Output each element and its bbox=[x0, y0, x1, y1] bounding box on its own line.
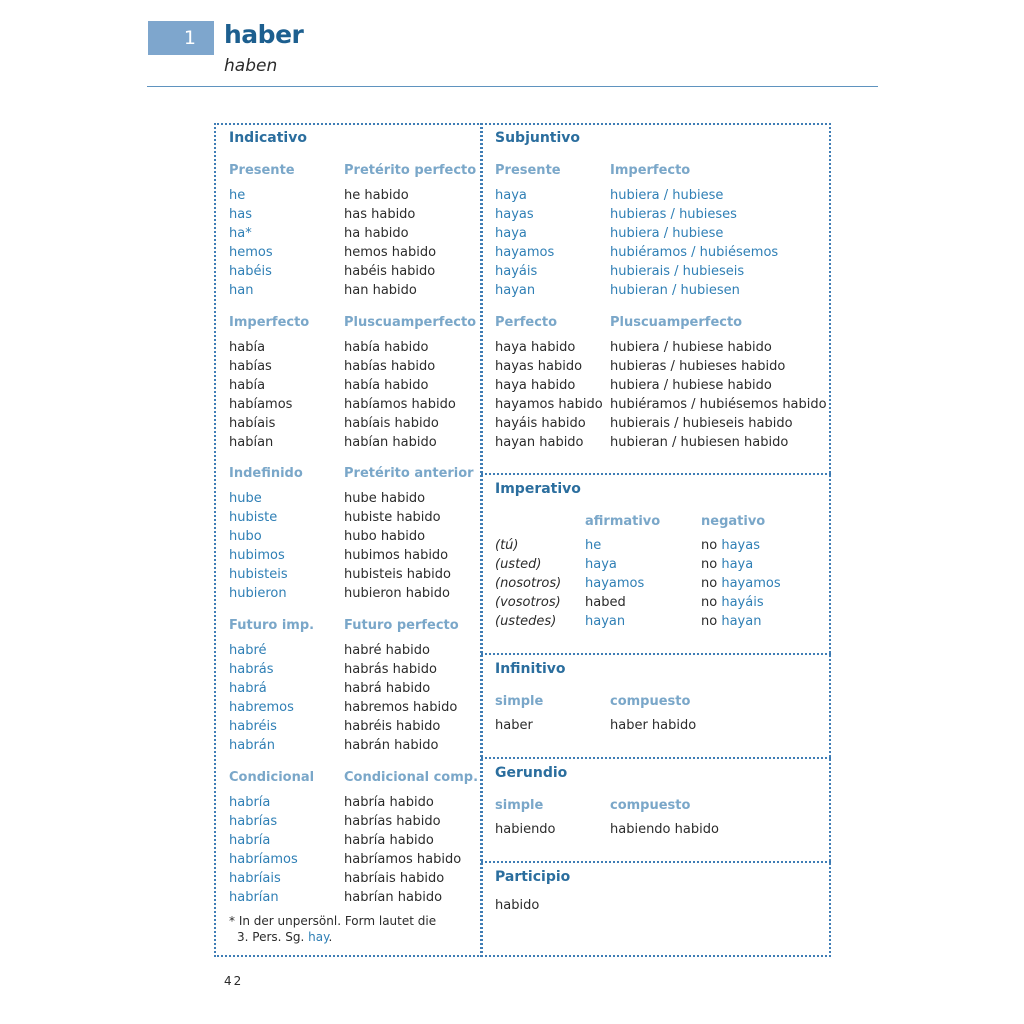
conjugation-form: has bbox=[229, 207, 252, 222]
footnote-line2 bbox=[237, 930, 332, 944]
infinitivo-header-compuesto: compuesto bbox=[610, 694, 691, 709]
infinitivo-title: Infinitivo bbox=[495, 661, 566, 677]
conjugation-form: hayáis habido bbox=[495, 416, 586, 431]
conjugation-form: hemos bbox=[229, 245, 273, 260]
footnote-prefix: 3. Pers. Sg. bbox=[237, 930, 305, 944]
column-header: Presente bbox=[495, 163, 561, 178]
conjugation-form: hubimos bbox=[229, 548, 285, 563]
conjugation-form: habrán bbox=[229, 738, 276, 753]
conjugation-form: hubo bbox=[229, 529, 262, 544]
imperativo-negativo bbox=[701, 557, 753, 572]
conjugation-form: ha habido bbox=[344, 226, 409, 241]
column-header: Pluscuamperfecto bbox=[610, 315, 743, 330]
imperativo-negativo bbox=[701, 538, 760, 553]
verb-title: haber bbox=[224, 20, 304, 49]
imperativo-title: Imperativo bbox=[495, 481, 581, 497]
gerundio-compuesto: habiendo habido bbox=[610, 822, 719, 837]
negation-word: no bbox=[701, 538, 718, 553]
imperativo-person: (nosotros) bbox=[495, 576, 562, 591]
imperativo-header-afirmativo: afirmativo bbox=[585, 514, 661, 529]
column-header: Condicional bbox=[229, 770, 315, 785]
conjugation-form: habría bbox=[229, 833, 271, 848]
conjugation-form: habréis bbox=[229, 719, 277, 734]
conjugation-form: habían bbox=[229, 435, 274, 450]
conjugation-form: habré habido bbox=[344, 643, 430, 658]
participio-title: Participio bbox=[495, 869, 571, 885]
conjugation-form: has habido bbox=[344, 207, 416, 222]
column-header: Futuro perfecto bbox=[344, 618, 459, 633]
page-number: 42 bbox=[224, 974, 244, 988]
gerundio-title: Gerundio bbox=[495, 765, 568, 781]
conjugation-form: habría bbox=[229, 795, 271, 810]
imperativo-afirmativo: haya bbox=[585, 557, 617, 572]
conjugation-form: habrás habido bbox=[344, 662, 437, 677]
conjugation-form: he bbox=[229, 188, 246, 203]
conjugation-form: hubieron bbox=[229, 586, 287, 601]
conjugation-form: había bbox=[229, 340, 266, 355]
conjugation-form: había habido bbox=[344, 378, 429, 393]
conjugation-form: habíais bbox=[229, 416, 276, 431]
imperativo-person: (usted) bbox=[495, 557, 542, 572]
conjugation-form: habías habido bbox=[344, 359, 436, 374]
column-header: Futuro imp. bbox=[229, 618, 315, 633]
column-header: Presente bbox=[229, 163, 295, 178]
conjugation-form: hube bbox=[229, 491, 262, 506]
conjugation-form: habrás bbox=[229, 662, 274, 677]
negativo-form: hayamos bbox=[721, 576, 781, 591]
conjugation-form: hubierais / hubieseis habido bbox=[610, 416, 793, 431]
imperativo-afirmativo: habed bbox=[585, 595, 626, 610]
conjugation-form: habéis bbox=[229, 264, 272, 279]
conjugation-form: hubieras / hubieses habido bbox=[610, 359, 786, 374]
column-header: Indefinido bbox=[229, 466, 303, 481]
conjugation-form: habría habido bbox=[344, 833, 434, 848]
conjugation-form: haya habido bbox=[495, 378, 576, 393]
conjugation-form: habíamos habido bbox=[344, 397, 456, 412]
imperativo-person: (vosotros) bbox=[495, 595, 561, 610]
imperativo-person: (tú) bbox=[495, 538, 519, 553]
conjugation-form: habrá habido bbox=[344, 681, 431, 696]
conjugation-form: han bbox=[229, 283, 254, 298]
divider-infinitivo bbox=[481, 653, 831, 655]
conjugation-form: hubimos habido bbox=[344, 548, 449, 563]
gerundio-header-simple: simple bbox=[495, 798, 544, 813]
negativo-form: hayas bbox=[721, 538, 760, 553]
column-header: Pretérito anterior bbox=[344, 466, 474, 481]
column-header: Pluscuamperfecto bbox=[344, 315, 477, 330]
infinitivo-simple: haber bbox=[495, 718, 533, 733]
subjuntivo-title: Subjuntivo bbox=[495, 130, 581, 146]
conjugation-form: hubiera / hubiese bbox=[610, 188, 724, 203]
conjugation-form: hube habido bbox=[344, 491, 426, 506]
conjugation-form: haya habido bbox=[495, 340, 576, 355]
conjugation-form: hubiera / hubiese habido bbox=[610, 340, 772, 355]
divider-gerundio bbox=[481, 757, 831, 759]
conjugation-form: habían habido bbox=[344, 435, 437, 450]
imperativo-header-negativo: negativo bbox=[701, 514, 766, 529]
conjugation-form: hubierais / hubieseis bbox=[610, 264, 745, 279]
imperativo-negativo bbox=[701, 595, 764, 610]
header-divider bbox=[147, 86, 878, 87]
conjugation-form: habéis habido bbox=[344, 264, 436, 279]
conjugation-form: habíamos bbox=[229, 397, 293, 412]
conjugation-form: habrían bbox=[229, 890, 279, 905]
imperativo-negativo bbox=[701, 576, 781, 591]
imperativo-person: (ustedes) bbox=[495, 614, 557, 629]
conjugation-form: hubiste habido bbox=[344, 510, 441, 525]
conjugation-form: hubieron habido bbox=[344, 586, 450, 601]
imperativo-negativo bbox=[701, 614, 761, 629]
footnote-period: . bbox=[328, 930, 333, 944]
conjugation-form: habríais bbox=[229, 871, 281, 886]
conjugation-form: habíais habido bbox=[344, 416, 439, 431]
conjugation-form: habríamos habido bbox=[344, 852, 462, 867]
conjugation-form: haya bbox=[495, 188, 527, 203]
conjugation-form: hubiéramos / hubiésemos bbox=[610, 245, 779, 260]
column-header: Perfecto bbox=[495, 315, 558, 330]
conjugation-form: he habido bbox=[344, 188, 409, 203]
participio-value: habido bbox=[495, 898, 540, 913]
conjugation-form: hayas habido bbox=[495, 359, 583, 374]
conjugation-form: habría habido bbox=[344, 795, 434, 810]
conjugation-form: hubisteis habido bbox=[344, 567, 452, 582]
negativo-form: haya bbox=[721, 557, 754, 572]
conjugation-form: habré bbox=[229, 643, 267, 658]
divider-participio bbox=[481, 861, 831, 863]
infinitivo-header-simple: simple bbox=[495, 694, 544, 709]
gerundio-simple: habiendo bbox=[495, 822, 556, 837]
conjugation-form: hemos habido bbox=[344, 245, 437, 260]
conjugation-form: habrán habido bbox=[344, 738, 439, 753]
conjugation-form: hubieran / hubiesen habido bbox=[610, 435, 789, 450]
negativo-form: hayan bbox=[721, 614, 762, 629]
imperativo-afirmativo: he bbox=[585, 538, 602, 553]
negation-word: no bbox=[701, 595, 718, 610]
conjugation-form: habrá bbox=[229, 681, 267, 696]
conjugation-form: habréis habido bbox=[344, 719, 441, 734]
conjugation-form: hubiera / hubiese habido bbox=[610, 378, 772, 393]
conjugation-form: había bbox=[229, 378, 266, 393]
conjugation-form: hubiera / hubiese bbox=[610, 226, 724, 241]
conjugation-form: habrías habido bbox=[344, 814, 441, 829]
conjugation-form: habías bbox=[229, 359, 272, 374]
conjugation-form: hubiéramos / hubiésemos habido bbox=[610, 397, 827, 412]
conjugation-form: hubo habido bbox=[344, 529, 426, 544]
conjugation-form: ha* bbox=[229, 226, 252, 241]
conjugation-form: habremos habido bbox=[344, 700, 458, 715]
divider-imperativo bbox=[481, 473, 831, 475]
conjugation-form: hayan bbox=[495, 283, 536, 298]
gerundio-header-compuesto: compuesto bbox=[610, 798, 691, 813]
footnote-line1: * In der unpersönl. Form lautet die bbox=[229, 914, 437, 928]
conjugation-form: haya bbox=[495, 226, 527, 241]
conjugation-form: había habido bbox=[344, 340, 429, 355]
negativo-form: hayáis bbox=[721, 595, 764, 610]
conjugation-form: hubieran / hubiesen bbox=[610, 283, 740, 298]
conjugation-form: habrías bbox=[229, 814, 278, 829]
infinitivo-compuesto: haber habido bbox=[610, 718, 697, 733]
verb-translation: haben bbox=[224, 56, 278, 76]
negation-word: no bbox=[701, 614, 718, 629]
column-header: Imperfecto bbox=[610, 163, 691, 178]
negation-word: no bbox=[701, 576, 718, 591]
conjugation-form: han habido bbox=[344, 283, 417, 298]
conjugation-form: hubiste bbox=[229, 510, 278, 525]
column-header: Pretérito perfecto bbox=[344, 163, 477, 178]
conjugation-form: habríais habido bbox=[344, 871, 445, 886]
conjugation-form: hayamos bbox=[495, 245, 555, 260]
conjugation-form: hubisteis bbox=[229, 567, 288, 582]
conjugation-form: habremos bbox=[229, 700, 294, 715]
conjugation-form: hayamos habido bbox=[495, 397, 603, 412]
conjugation-form: hayáis bbox=[495, 264, 538, 279]
imperativo-afirmativo: hayan bbox=[585, 614, 626, 629]
conjugation-form: habríamos bbox=[229, 852, 298, 867]
indicativo-title: Indicativo bbox=[229, 130, 307, 146]
column-header: Imperfecto bbox=[229, 315, 310, 330]
footnote-hay: hay bbox=[308, 930, 329, 944]
conjugation-form: hayan habido bbox=[495, 435, 584, 450]
verb-number-badge: 1 bbox=[148, 21, 214, 55]
conjugation-form: habrían habido bbox=[344, 890, 443, 905]
conjugation-form: hubieras / hubieses bbox=[610, 207, 737, 222]
conjugation-form: hayas bbox=[495, 207, 534, 222]
imperativo-afirmativo: hayamos bbox=[585, 576, 645, 591]
negation-word: no bbox=[701, 557, 718, 572]
column-header: Condicional comp. bbox=[344, 770, 479, 785]
